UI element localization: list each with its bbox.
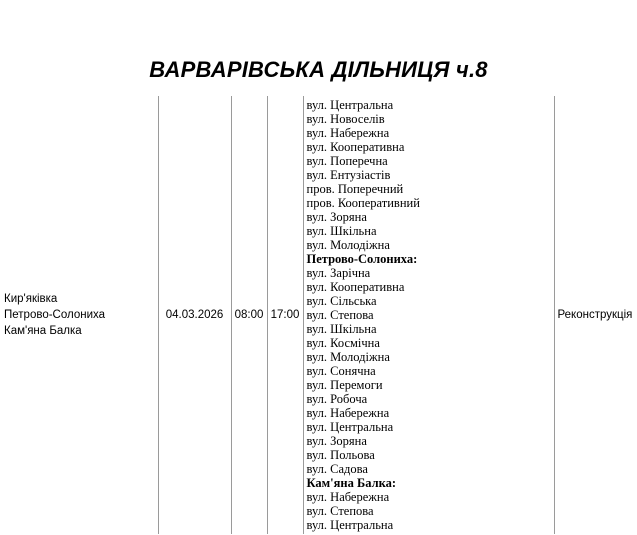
locality-heading: Петрово-Солониха: [306,252,418,266]
street-item: вул. Кооперативна [306,140,405,154]
street-item: вул. Поперечна [306,154,388,168]
table-row [0,96,636,534]
street-item: вул. Степова [306,308,374,322]
street-item: вул. Кооперативна [306,280,405,294]
street-item: вул. Степова [306,504,374,518]
street-item: вул. Набережна [306,126,390,140]
street-item: вул. Центральна [306,518,394,532]
street-item: вул. Садова [306,462,368,476]
street-item: вул. Польова [306,448,375,462]
street-item: вул. Новоселів [306,112,385,126]
street-item: вул. Перемоги [306,378,383,392]
schedule-table [0,96,636,534]
village-name: Кир'яківка [4,293,58,305]
street-item: вул. Сільська [306,294,377,308]
street-item: вул. Шкільна [306,322,377,336]
works-cell: Реконструкція [554,96,636,534]
locality-heading: Кам'яна Балка: [306,476,397,490]
street-item: пров. Кооперативний [306,196,420,210]
street-item: вул. Зоряна [306,434,367,448]
street-item: вул. Шкільна [306,224,377,238]
street-item: вул. Сонячна [306,364,376,378]
street-item: вул. Набережна [306,490,390,504]
time-to-cell: 17:00 [267,96,303,534]
street-item: вул. Зарічна [306,266,371,280]
street-item: вул. Космічна [306,336,380,350]
page-title: ВАРВАРІВСЬКА ДІЛЬНИЦЯ ч.8 [149,57,488,82]
street-item: вул. Молодіжна [306,238,390,252]
village-name: Петрово-Солониха [4,309,106,321]
street-item: вул. Центральна [306,420,394,434]
date-cell: 04.03.2026 [158,96,231,534]
villages-cell [0,96,158,534]
street-item: вул. Ентузіастів [306,168,391,182]
street-item: вул. Центральна [306,98,394,112]
street-item: вул. Зоряна [306,210,367,224]
streets-cell [303,96,554,534]
street-item: вул. Молодіжна [306,350,390,364]
street-item: пров. Поперечний [306,182,404,196]
street-item: вул. Набережна [306,406,390,420]
street-item: вул. Робоча [306,392,368,406]
village-name: Кам'яна Балка [4,325,82,337]
time-from-cell: 08:00 [231,96,267,534]
